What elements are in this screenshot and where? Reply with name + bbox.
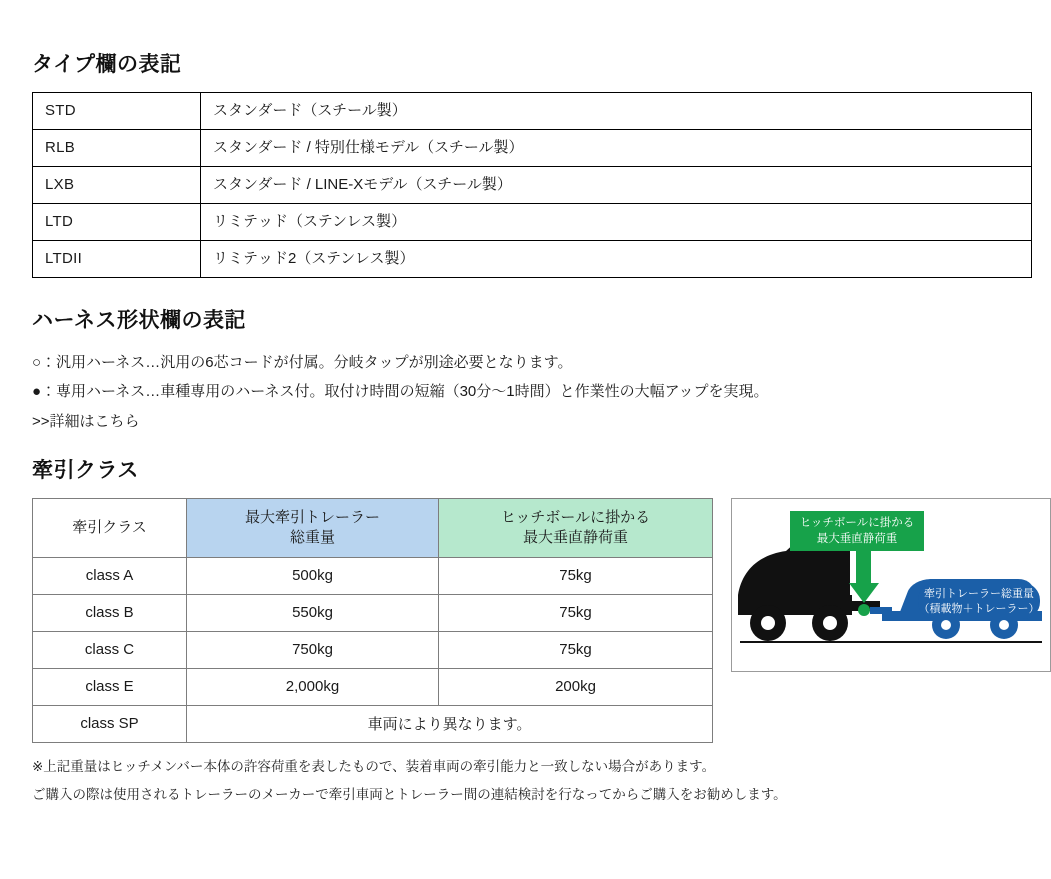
header-max-trailer-weight bbox=[187, 498, 439, 557]
type-description: リミテッド（ステンレス製） bbox=[201, 204, 1032, 241]
class-max-weight: 2,000kg bbox=[187, 668, 439, 705]
header-max-tongue-load bbox=[439, 498, 713, 557]
towing-note-1: ※上記重量はヒッチメンバー本体の許容荷重を表したもので、装着車両の牽引能力と一致しない場合があります。 bbox=[32, 758, 716, 774]
class-name: class B bbox=[33, 594, 187, 631]
tongue-load-label-line1: ヒッチボールに掛かる bbox=[799, 516, 915, 529]
towing-note-2: ご購入の際は使用されるトレーラーのメーカーで牽引車両とトレーラー間の連結検討を行なってからご購入をお勧めします。 bbox=[32, 787, 787, 803]
car-wheel-rear-hub-icon bbox=[823, 616, 837, 630]
tongue-load-arrow-icon bbox=[849, 551, 879, 603]
class-name: class A bbox=[33, 557, 187, 594]
harness-section-title: ハーネス形状欄の表記 bbox=[32, 309, 246, 332]
towing-class-table bbox=[32, 498, 713, 743]
towing-content bbox=[32, 498, 1040, 743]
table-row bbox=[33, 130, 1032, 167]
type-description: リミテッド2（ステンレス製） bbox=[201, 241, 1032, 278]
tongue-load-label-line2: 最大垂直静荷重 bbox=[816, 532, 898, 545]
car-wheel-front-hub-icon bbox=[761, 616, 775, 630]
towing-diagram bbox=[731, 498, 1051, 672]
tongue-load-label bbox=[790, 511, 924, 551]
type-code: STD bbox=[33, 93, 201, 130]
table-row bbox=[33, 93, 1032, 130]
type-section bbox=[32, 48, 1029, 278]
harness-section bbox=[32, 304, 1029, 436]
trailer-weight-label bbox=[918, 583, 1040, 619]
harness-notes bbox=[32, 348, 1029, 436]
table-row bbox=[33, 594, 713, 631]
type-code: LTD bbox=[33, 204, 201, 241]
trailer-wheel-2-hub-icon bbox=[999, 620, 1009, 630]
trailer-wheel-hub-icon bbox=[941, 620, 951, 630]
class-name: class SP bbox=[33, 705, 187, 742]
towing-section bbox=[32, 454, 1040, 810]
towing-section-title: 牽引クラス bbox=[32, 458, 139, 482]
harness-detail-link[interactable]: >>詳細はこちら bbox=[32, 412, 140, 430]
class-tongue-load: 75kg bbox=[439, 631, 713, 668]
harness-line-generic: ○：汎用ハーネス…汎用の6芯コードが付属。分岐タップが別途必要となります。 bbox=[32, 354, 573, 371]
class-tongue-load: 75kg bbox=[439, 594, 713, 631]
type-code: LXB bbox=[33, 167, 201, 204]
table-header-row bbox=[33, 498, 713, 557]
class-note: 車両により異なります。 bbox=[187, 705, 713, 742]
harness-line-dedicated: ●：専用ハーネス…車種専用のハーネス付。取付け時間の短縮（30分〜1時間）と作業性の大幅アップを実現。 bbox=[32, 383, 769, 401]
table-row bbox=[33, 167, 1032, 204]
type-section-title: タイプ欄の表記 bbox=[32, 53, 182, 76]
table-row bbox=[33, 557, 713, 594]
towing-notes bbox=[32, 753, 1029, 810]
table-row bbox=[33, 204, 1032, 241]
header-max-tongue-load-line2: 最大垂直静荷重 bbox=[522, 528, 628, 546]
trailer-weight-label-line1: 牽引トレーラー総重量 bbox=[924, 587, 1034, 600]
table-row bbox=[33, 241, 1032, 278]
table-row bbox=[33, 631, 713, 668]
header-class: 牽引クラス bbox=[33, 498, 187, 557]
type-description: スタンダード（スチール製） bbox=[201, 93, 1032, 130]
header-max-trailer-weight-line2: 総重量 bbox=[289, 528, 335, 546]
towing-diagram-svg bbox=[732, 499, 1050, 671]
type-code: RLB bbox=[33, 130, 201, 167]
class-name: class C bbox=[33, 631, 187, 668]
type-table bbox=[32, 92, 1032, 278]
table-row bbox=[33, 668, 713, 705]
class-max-weight: 750kg bbox=[187, 631, 439, 668]
header-max-trailer-weight-line1: 最大牽引トレーラー bbox=[244, 508, 380, 526]
type-description: スタンダード / 特別仕様モデル（スチール製） bbox=[201, 130, 1032, 167]
class-tongue-load: 75kg bbox=[439, 557, 713, 594]
class-max-weight: 550kg bbox=[187, 594, 439, 631]
type-code: LTDII bbox=[33, 241, 201, 278]
header-max-tongue-load-line1: ヒッチボールに掛かる bbox=[500, 508, 651, 526]
table-row bbox=[33, 705, 713, 742]
class-tongue-load: 200kg bbox=[439, 668, 713, 705]
class-max-weight: 500kg bbox=[187, 557, 439, 594]
trailer-weight-label-line2: （積載物＋トレーラー） bbox=[918, 602, 1040, 615]
type-description: スタンダード / LINE-Xモデル（スチール製） bbox=[201, 167, 1032, 204]
class-name: class E bbox=[33, 668, 187, 705]
hitch-ball-icon bbox=[858, 604, 870, 616]
